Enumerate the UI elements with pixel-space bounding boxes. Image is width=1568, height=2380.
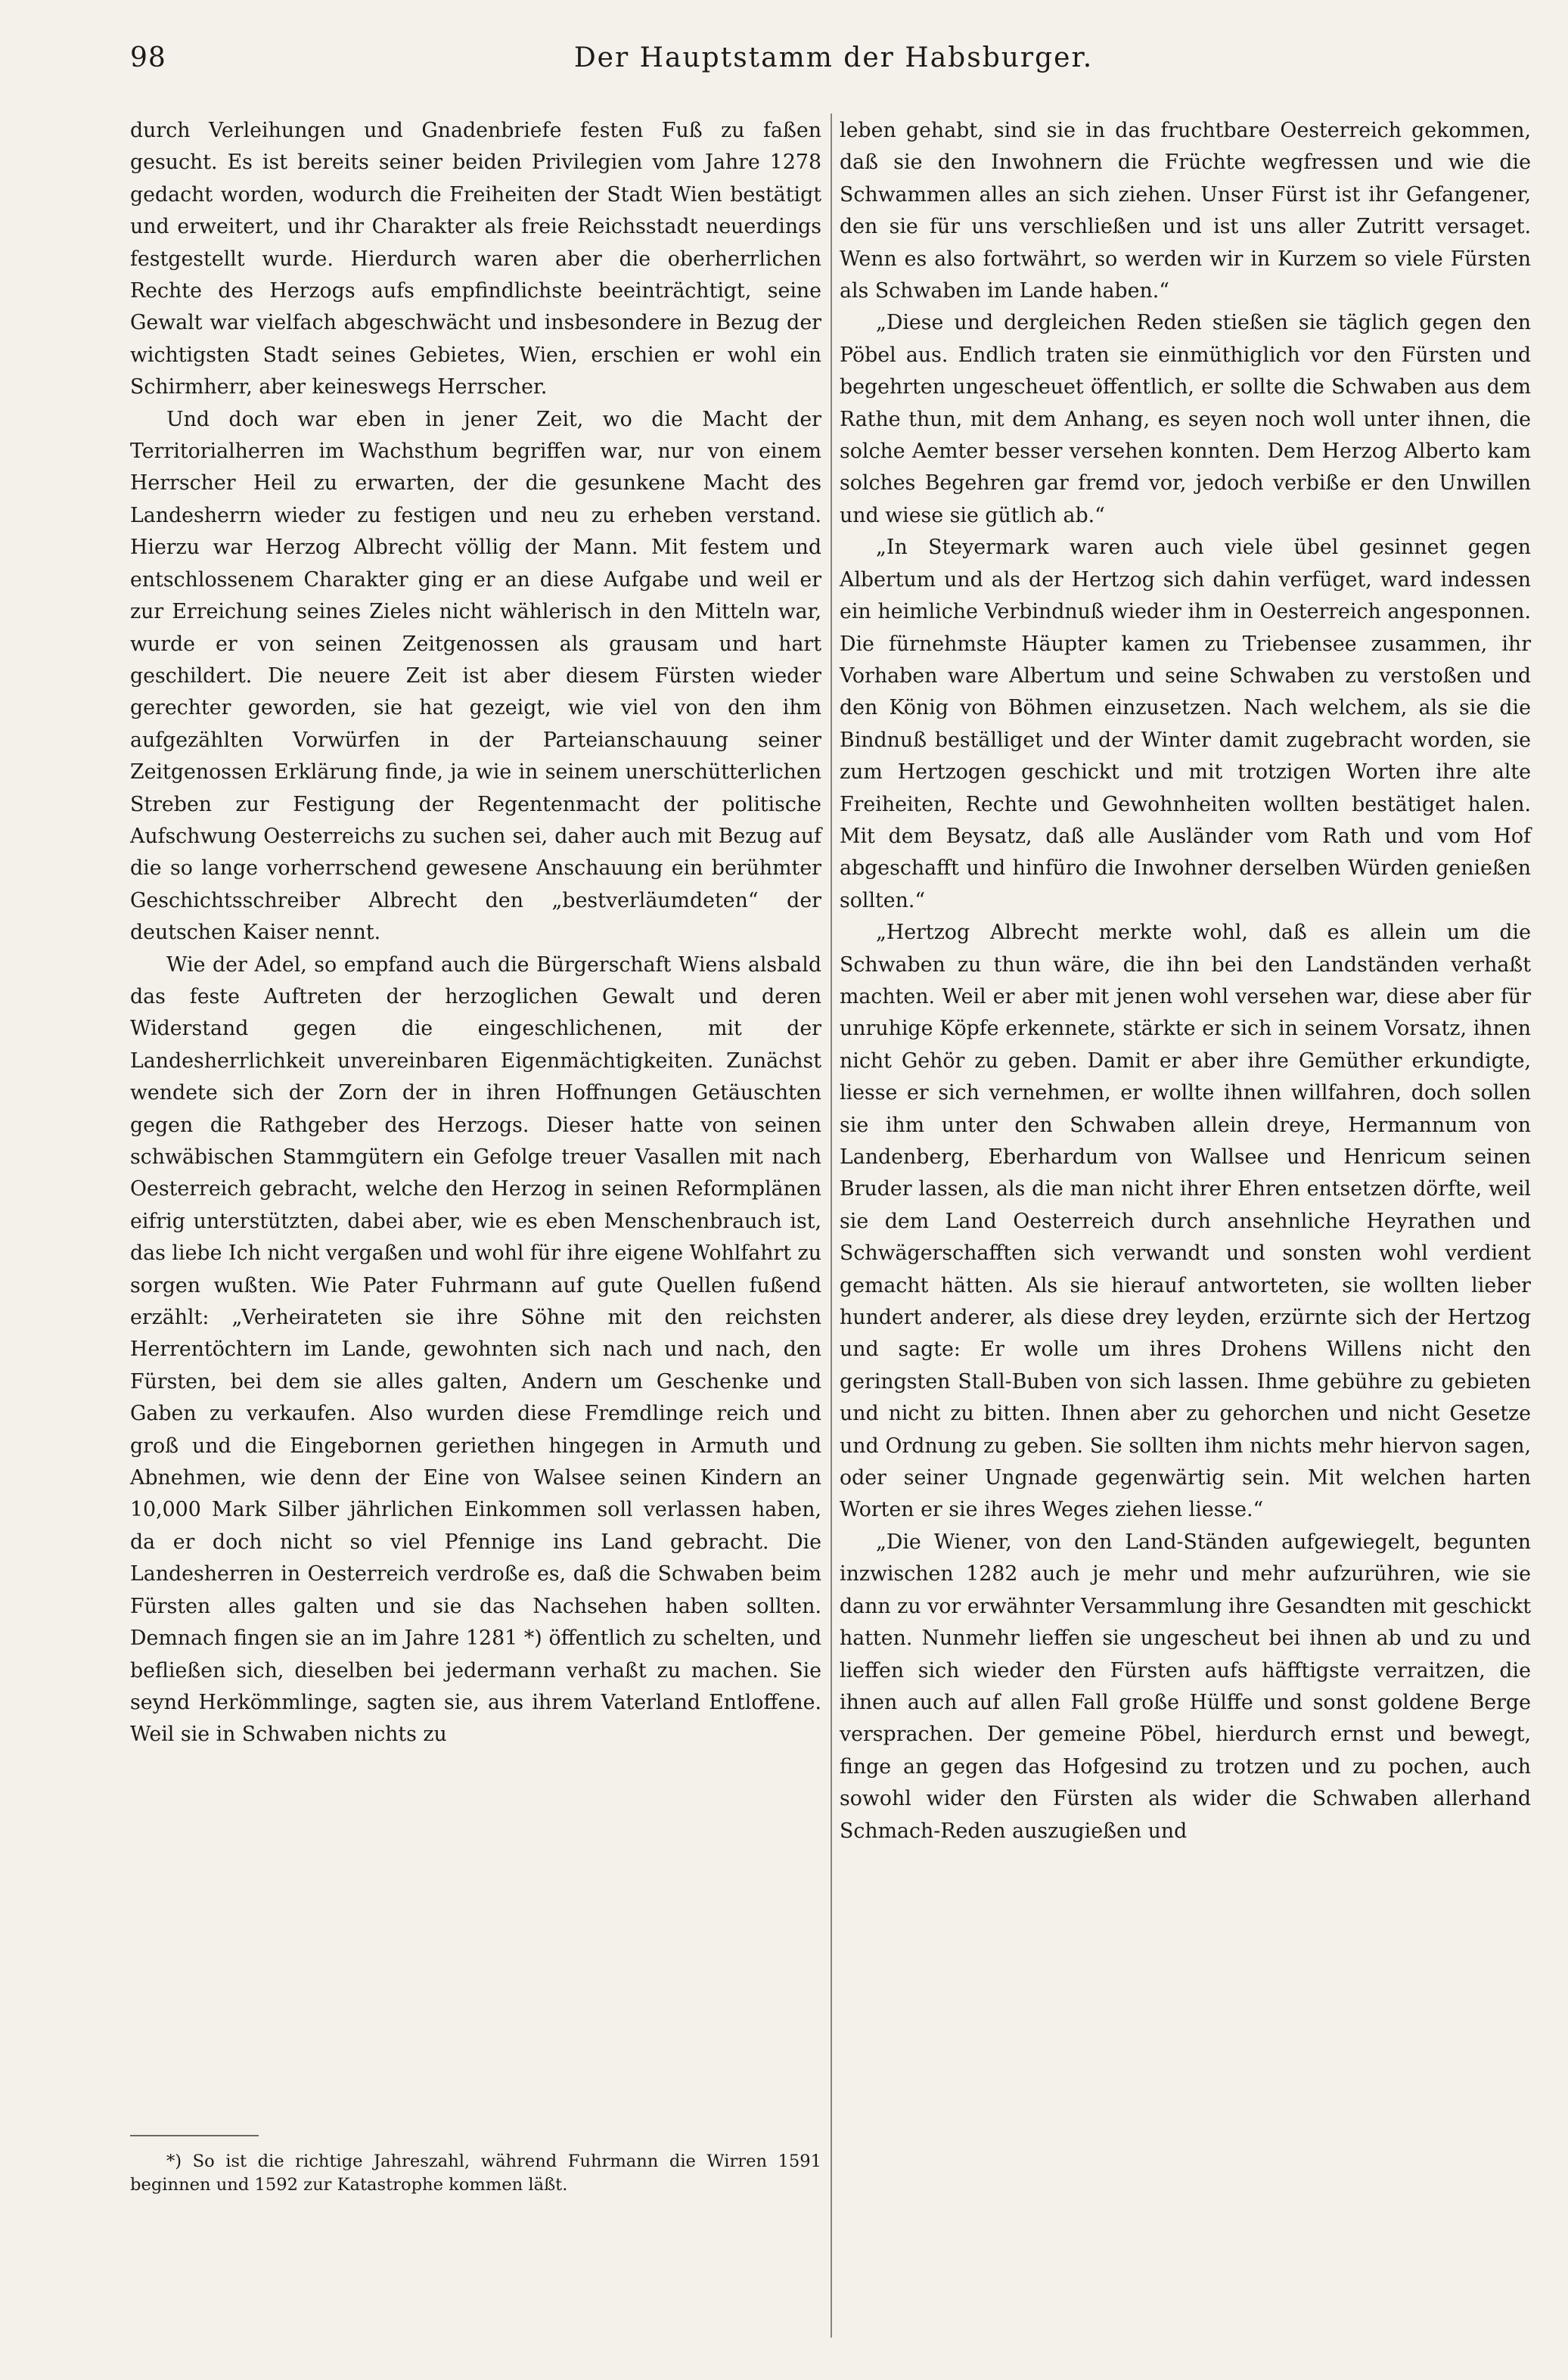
right-paragraph-1: leben gehabt, sind sie in das fruchtbare Oesterreich gekommen, daß sie den Inwohnern die Früchte wegfressen und wie die Schwammen alles an sich ziehen. Unser Fürst ist ihr Gefangener, den sie für uns verschließen und ist uns aller Zutritt versaget. Wenn es also fortwährt, so werden wir in Kurzem so viele Fürsten als Schwaben im Lande haben.“ (840, 119, 1531, 303)
page-header (130, 35, 1537, 80)
right-paragraph-5: „Die Wiener, von den Land-Ständen aufgewiegelt, begunten inzwischen 1282 auch je mehr und mehr aufzurühren, wie sie dann zu vor erwähnter Versammlung ihre Gesandten mit geschickt hatten. Nunmehr lieffen sie ungescheut bei ihnen ab und zu und lieffen sich wieder den Fürsten aufs häfftigste verraitzen, die ihnen auch auf allen Fall große Hülffe und sonst goldene Berge versprachen. Der gemeine Pöbel, hierdurch ernst und bewegt, finge an gegen das Hofgesind zu trotzen und zu pochen, auch sowohl wider den Fürsten als wider die Schwaben allerhand Schmach-Reden auszugießen und (840, 1530, 1531, 1843)
left-paragraph-1: durch Verleihungen und Gnadenbriefe festen Fuß zu faßen gesucht. Es ist bereits seiner beiden Privilegien vom Jahre 1278 gedacht worden, wodurch die Freiheiten der Stadt Wien bestätigt und erweitert, und ihr Charakter als freie Reichsstadt neuerdings festgestellt wurde. Hierdurch waren aber die oberherrlichen Rechte des Herzogs aufs empfindlichste beeinträchtigt, seine Gewalt war vielfach abgeschwächt und insbesondere in Bezug der wichtigsten Stadt seines Gebietes, Wien, erschien er wohl ein Schirmherr, aber keineswegs Herrscher. (130, 119, 821, 399)
footnote: *) So ist die richtige Jahreszahl, während Fuhrmann die Wirren 1591 beginnen und 1592 zur Katastrophe kommen läßt. (130, 2152, 821, 2195)
footnote-rule (130, 2135, 259, 2136)
right-paragraph-2: „Diese und dergleichen Reden stießen sie täglich gegen den Pöbel aus. Endlich traten sie einmüthiglich vor den Fürsten und begehrten ungescheuet öffentlich, er sollte die Schwaben aus dem Rathe thun, mit dem Anhang, es seyen noch woll unter ihnen, die solche Aemter besser versehen konnten. Dem Herzog Alberto kam solches Begehren gar fremd vor, jedoch verbiße er den Unwillen und wiese sie gütlich ab.“ (840, 311, 1531, 527)
column-divider (831, 113, 832, 2338)
page-number: 98 (130, 42, 166, 73)
left-paragraph-2: Und doch war eben in jener Zeit, wo die Macht der Territorialherren im Wachsthum begriffen war, nur von einem Herrscher Heil zu erwarten, der die gesunkene Macht des Landesherrn wieder zu festigen und neu zu erheben verstand. Hierzu war Herzog Albrecht völlig der Mann. Mit festem und entschlossenem Charakter ging er an diese Aufgabe und weil er zur Erreichung seines Zieles nicht wählerisch in den Mitteln war, wurde er von seinen Zeitgenossen als grausam und hart geschildert. Die neuere Zeit ist aber diesem Fürsten wieder gerechter geworden, sie hat gezeigt, wie viel von den ihm aufgezählten Vorwürfen in der Parteianschauung seiner Zeitgenossen Erklärung finde, ja wie in seinem unerschütterlichen Streben zur Festigung der Regentenmacht der politische Aufschwung Oesterreichs zu suchen sei, daher auch mit Bezug auf die so lange vorherrschend gewesene Anschauung ein berühmter Geschichtsschreiber Albrecht den „bestverläumdeten“ der deutschen Kaiser nennt. (130, 407, 821, 945)
left-column (130, 115, 821, 1751)
right-paragraph-4: „Hertzog Albrecht merkte wohl, daß es allein um die Schwaben zu thun wäre, die ihn bei den Landständen verhaßt machten. Weil er aber mit jenen wohl versehen war, diese aber für unruhige Köpfe erkennete, stärkte er sich in seinem Vorsatz, ihnen nicht Gehör zu geben. Damit er aber ihre Gemüther erkundigte, liesse er sich vernehmen, er wollte ihnen willfahren, doch sollen sie ihm unter den Schwaben allein dreye, Hermannum von Landenberg, Eberhardum von Wallsee und Henricum seinen Bruder lassen, als die man nicht ihrer Ehren entsetzen dörfte, weil sie dem Land Oesterreich durch ansehnliche Heyrathen und Schwägerschafften sich verwandt und sonsten wohl verdient gemacht hätten. Als sie hierauf antworteten, sie wollten lieber hundert anderer, als diese drey leyden, erzürnte sich der Hertzog und sagte: Er wolle um ihres Drohens Willens nicht den geringsten Stall-Buben von sich lassen. Ihme gebühre zu gebieten und nicht zu bitten. Ihnen aber zu gehorchen und nicht Gesetze und Ordnung zu geben. Sie sollten ihm nichts mehr hiervon sagen, oder seiner Ungnade gegenwärtig sein. Mit welchen harten Worten er sie ihres Weges ziehen liesse.“ (840, 921, 1531, 1522)
running-title: Der Hauptstamm der Habsburger. (573, 42, 1094, 73)
right-column (840, 115, 1531, 1847)
right-paragraph-3: „In Steyermark waren auch viele übel gesinnet gegen Albertum und als der Hertzog sich dahin verfüget, ward indessen ein heimliche Verbindnuß wieder ihm in Oesterreich angesponnen. Die fürnehmste Häupter kamen zu Triebensee zusammen, ihr Vorhaben ware Albertum und seine Schwaben zu verstoßen und den König von Böhmen einzusetzen. Nach welchem, als sie die Bindnuß beställiget und der Winter damit zugebracht worden, sie zum Hertzogen geschickt und mit trotzigen Worten ihre alte Freiheiten, Rechte und Gewohnheiten wollten bestätiget halen. Mit dem Beysatz, daß alle Ausländer vom Rath und vom Hof abgeschafft und hinfüro die Inwohner derselben Würden genießen sollten.“ (840, 536, 1531, 912)
left-paragraph-3: Wie der Adel, so empfand auch die Bürgerschaft Wiens alsbald das feste Auftreten der herzoglichen Gewalt und deren Widerstand gegen die eingeschlichenen, mit der Landesherrlichkeit unvereinbaren Eigenmächtigkeiten. Zunächst wendete sich der Zorn der in ihren Hoffnungen Getäuschten gegen die Rathgeber des Herzogs. Dieser hatte von seinen schwäbischen Stammgütern ein Gefolge treuer Vasallen mit nach Oesterreich gebracht, welche den Herzog in seinen Reformplänen eifrig unterstützten, dabei aber, wie es eben Menschenbrauch ist, das liebe Ich nicht vergaßen und wohl für ihre eigene Wohlfahrt zu sorgen wußten. Wie Pater Fuhrmann auf gute Quellen fußend erzählt: „Verheirateten sie ihre Söhne mit den reichsten Herrentöchtern im Lande, gewohnten sich nach und nach, den Fürsten, bei dem sie alles galten, Andern um Geschenke und Gaben zu verkaufen. Also wurden diese Fremdlinge reich und groß und die Eingebornen geriethen hingegen in Armuth und Abnehmen, wie denn der Eine von Walsee seinen Kindern an 10,000 Mark Silber jährlichen Einkommen soll verlassen haben, da er doch nicht so viel Pfennige ins Land gebracht. Die Landesherren in Oesterreich verdroße es, daß die Schwaben beim Fürsten alles galten und sie das Nachsehen haben sollten. Demnach fingen sie an im Jahre 1281 *) öffentlich zu schelten, und befließen sich, dieselben bei jedermann verhaßt zu machen. Sie seynd Herkömmlinge, sagten sie, aus ihrem Vaterland Entloffene. Weil sie in Schwaben nichts zu (130, 952, 821, 1747)
